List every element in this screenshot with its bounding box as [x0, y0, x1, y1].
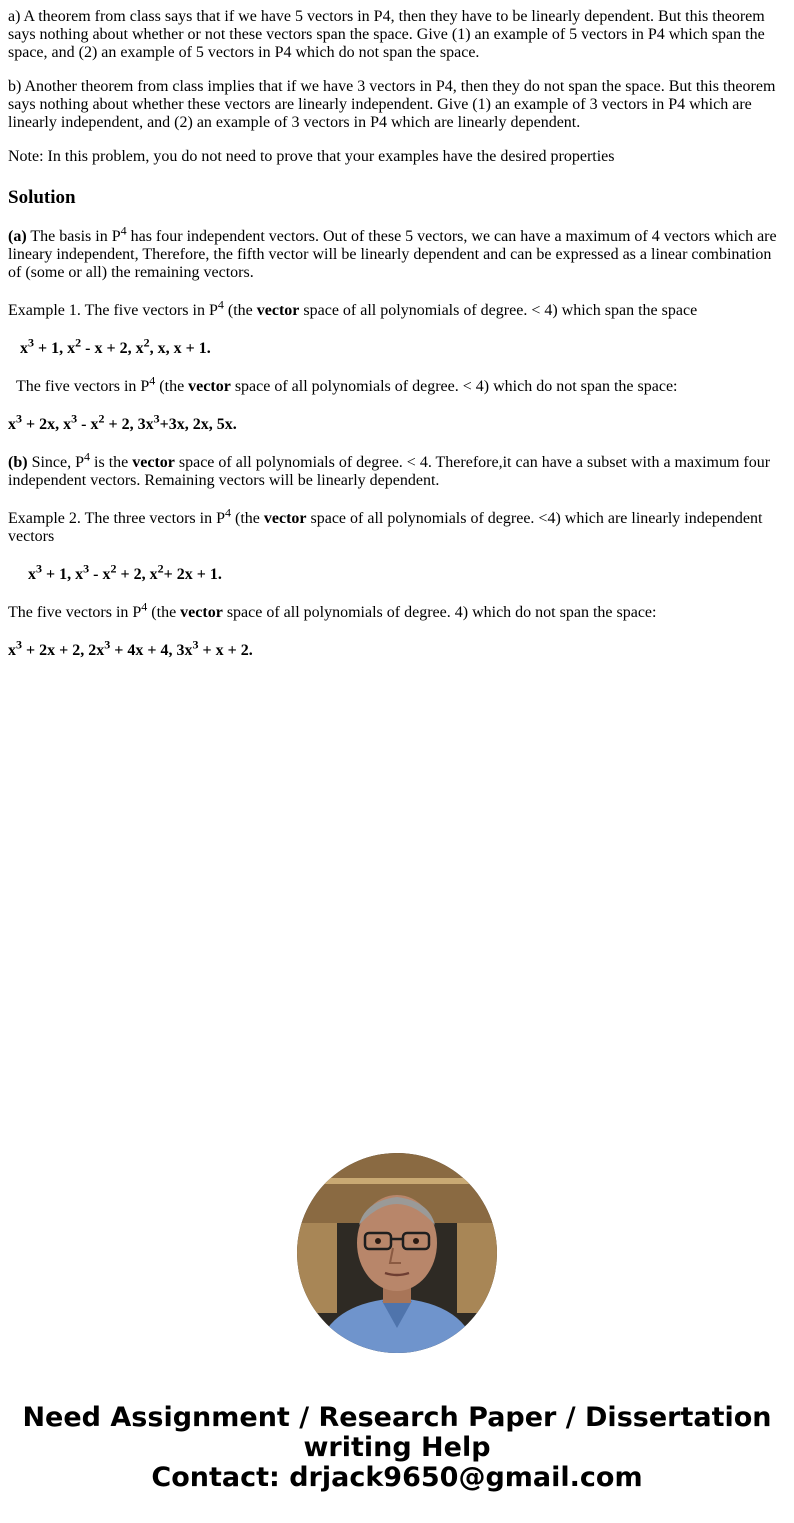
example-2-independent-vectors: $x^3 + 1$, $x^3 - x^2 + 2$, $x^2+ 2x + 1$. — [28, 561, 222, 583]
example-1b-nonspanning-vectors: $x^3 + 2x$, $x^3 - x^2 + 2$, $3x^3+3x$, 2x, 5x. — [8, 411, 237, 433]
problem-part-b: b) Another theorem from class implies that if we have 3 vectors in P4, then they do not span the space. But this theorem says nothing about whether these vectors are linearly independent. Give (1) an example of 3 vectors in P4 which are linearly independent, and (2) an example of 3 vectors in P4 which are linearly dependent. — [8, 78, 776, 131]
footer-contact-email: Contact: drjack9650@gmail.com — [151, 1462, 643, 1493]
solution-heading: Solution — [8, 187, 76, 208]
person-portrait-icon — [297, 1153, 497, 1353]
example-2b-intro: The five vectors in $P^4$ (the vector space of all polynomials of degree. 4) which do not span the space: — [8, 599, 657, 621]
author-avatar — [297, 1153, 497, 1353]
example-1-spanning-vectors: $x^3 + 1$, $x^2 - x + 2$, $x^2$, x, x + 1. — [20, 335, 211, 357]
part-b-label: (b) — [8, 454, 28, 471]
example-1-intro: Example 1. The five vectors in $P^4$ (the vector space of all polynomials of degree. < 4) which span the space — [8, 297, 698, 319]
document-body — [0, 0, 794, 660]
part-a-label: (a) — [8, 228, 27, 245]
problem-part-a: a) A theorem from class says that if we have 5 vectors in P4, then they have to be linearly dependent. But this theorem says nothing about whether or not these vectors span the space. Give (1) an example of 5 vectors in P4 which span the space, and (2) an example of 5 vectors in P4 which do not span the space. — [8, 8, 765, 61]
footer-line-1: Need Assignment / Research Paper / Dissertation — [22, 1402, 772, 1433]
footer-contact — [0, 1403, 794, 1493]
solution-a-paragraph: (a) The basis in $P^4$ has four independent vectors. Out of these 5 vectors, we can have a maximum of 4 vectors which are lineary independent, Therefore, the fifth vector will be linearly dependent and can be expressed as a linear combination of (some or all) the remaining vectors. — [8, 223, 777, 281]
example-2-intro: Example 2. The three vectors in $P^4$ (the vector space of all polynomials of degree. <4) which are linearly independent vectors — [8, 505, 763, 545]
footer-line-2: writing Help — [303, 1432, 491, 1463]
example-2b-dependent-vectors: $x^3 + 2x + 2$, $2x^3 + 4x + 4$, $3x^3 + x + 2$. — [8, 637, 253, 659]
problem-note: Note: In this problem, you do not need to prove that your examples have the desired properties — [8, 148, 615, 165]
example-1b-intro: The five vectors in $P^4$ (the vector space of all polynomials of degree. < 4) which do not span the space: — [16, 373, 678, 395]
solution-b-paragraph: (b) Since, $P^4$ is the vector space of all polynomials of degree. < 4. Therefore,it can have a subset with a maximum four independent vectors. Remaining vectors will be linearly dependent. — [8, 449, 771, 489]
